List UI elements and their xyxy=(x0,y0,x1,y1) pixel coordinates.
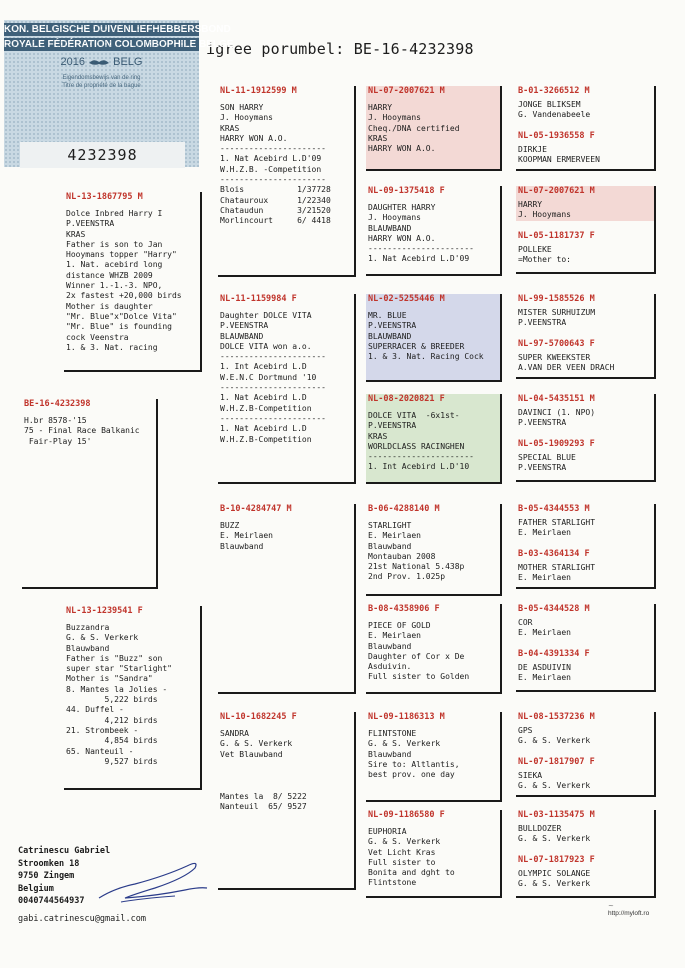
text-line: 1. Int Acebird L.D xyxy=(220,362,307,372)
text-line: Mother is "Sandra" xyxy=(66,674,153,684)
text-line: Mantes la 8/ 5222 xyxy=(220,792,307,801)
ggg-sire-ring: NL-04-5435151 M xyxy=(518,394,595,404)
text-line: KRAS xyxy=(368,431,388,441)
text-line: ---------------------- xyxy=(220,144,326,154)
text-line: HARRY WON A.O. xyxy=(220,133,288,143)
ggg-sire-7 xyxy=(516,712,654,747)
text-line: Blois 1/37728 xyxy=(220,185,331,195)
text-line: E. Meirlaen xyxy=(368,531,421,541)
ggp8-lines xyxy=(368,827,496,889)
text-line: W.H.Z.B. -Competition xyxy=(220,164,322,174)
ggg-dam-8 xyxy=(516,855,654,890)
text-line: Buzzandra xyxy=(66,623,110,632)
text-line: Hooymans topper "Harry" xyxy=(66,250,177,260)
ggg-dam-line: G. & S. Verkerk xyxy=(518,781,591,791)
text-line: MR. BLUE xyxy=(368,311,407,320)
footer xyxy=(608,902,649,917)
ggg-dam-line: POLLEKE xyxy=(518,245,552,254)
text-line: Flintstone xyxy=(368,878,417,888)
ggg-sire-3 xyxy=(516,294,654,329)
pigeon-ggp-2 xyxy=(366,186,502,276)
ggg-sire-ring: B-01-3266512 M xyxy=(518,86,590,96)
text-line: E. Meirlaen xyxy=(368,631,421,641)
ggp5-ring: B-06-4288140 M xyxy=(368,504,440,514)
ggg-dam-line: SUPER KWEEKSTER xyxy=(518,353,591,362)
text-line: ---------------------- xyxy=(220,413,326,423)
stamp-line-2: ROYALE FÉDÉRATION COLOMBOPHILE BELGE xyxy=(4,39,234,50)
owner-city: 9750 Zingem xyxy=(18,871,75,882)
ggg-sire-line: FATHER STARLIGHT xyxy=(518,518,596,527)
stamp-ring-number: 4232398 xyxy=(20,142,185,168)
ggg-dam-ring: NL-97-5700643 F xyxy=(518,339,595,349)
text-line: SANDRA xyxy=(220,729,249,738)
ggg-dam-ring: B-04-4391334 F xyxy=(518,649,590,659)
text-line: HARRY WON A.O. xyxy=(368,233,436,243)
text-line: super star "Starlight" xyxy=(66,664,172,674)
ggg-dam-line: DE ASDUIVIN xyxy=(518,663,571,672)
text-line: 1. Nat Acebird L.D'09 xyxy=(220,154,322,164)
text-line: W.H.Z.B-Competition xyxy=(220,434,312,444)
text-line: 1. & 3. Nat. Racing Cock xyxy=(368,352,484,362)
ggg-sire-ring: NL-07-2007621 M xyxy=(518,186,595,196)
ggg-sire-line: E. Meirlaen xyxy=(518,528,571,538)
pigeon-ggp-4 xyxy=(366,394,502,484)
pigeon-ggp-3 xyxy=(366,294,502,382)
footer-url: http://myloft.ro xyxy=(608,910,650,917)
ggp1-lines xyxy=(368,103,496,154)
stamp-line-1: KON. BELGISCHE DUIVENLIEFHEBBERSBOND xyxy=(4,24,231,35)
text-line: BLAUWBAND xyxy=(368,223,412,233)
owner-name: Catrinescu Gabriel xyxy=(18,846,111,856)
ggg-sire-ring: B-05-4344528 M xyxy=(518,604,590,614)
text-line: Bonita and dght to xyxy=(368,868,455,878)
text-line: ---------------------- xyxy=(220,175,326,185)
ggg-dam-3 xyxy=(516,339,654,374)
ggg-pair-7 xyxy=(516,712,656,797)
text-line: Winner 1.-1.-3. NPO, xyxy=(66,281,163,291)
father-ring: NL-13-1867795 M xyxy=(66,192,143,202)
ggg-sire-4 xyxy=(516,394,654,429)
subject-ring: BE-16-4232398 xyxy=(24,399,91,409)
subject-lines xyxy=(24,416,152,447)
pigeon-subject xyxy=(22,399,158,589)
text-line: Blauwband xyxy=(368,749,412,759)
ggg-dam-4 xyxy=(516,439,654,474)
ggg-sire-line: GPS xyxy=(518,726,533,735)
text-line: Dolce Inbred Harry I xyxy=(66,209,163,218)
ggg-pair-4 xyxy=(516,394,656,482)
ggg-dam-line: DIRKJE xyxy=(518,145,547,154)
ggg-pair-5 xyxy=(516,504,656,589)
ggg-pair-6 xyxy=(516,604,656,692)
text-line: Father is "Buzz" son xyxy=(66,653,163,663)
ggp4-lines xyxy=(368,411,496,473)
gp3-lines xyxy=(220,521,350,552)
text-line: P.VEENSTRA xyxy=(368,321,417,331)
text-line: Cheq./DNA certified xyxy=(368,123,460,133)
ggg-sire-5 xyxy=(516,504,654,539)
text-line: Nanteuil 65/ 9527 xyxy=(220,802,307,812)
text-line: Blauwband xyxy=(66,643,110,653)
pigeon-granddam-paternal xyxy=(218,294,356,484)
text-line: 4,854 birds xyxy=(66,736,158,746)
text-line: Fair-Play 15' xyxy=(24,436,92,446)
text-line: Asduivin. xyxy=(368,662,412,672)
text-line: Chataudun 3/21520 xyxy=(220,205,331,215)
ggp3-lines xyxy=(368,311,496,362)
text-line: KRAS xyxy=(66,229,86,239)
text-line: Full sister to Golden xyxy=(368,672,470,682)
ggg-dam-line: A.VAN DER VEEN DRACH xyxy=(518,363,615,373)
text-line: HARRY WON A.O. xyxy=(368,144,436,154)
text-line: FLINTSTONE xyxy=(368,729,417,738)
ggg-pair-2 xyxy=(516,186,656,274)
ggg-sire-6 xyxy=(516,604,654,639)
text-line: ---------------------- xyxy=(220,352,326,362)
text-line: 1. Nat Acebird L.D'09 xyxy=(368,254,470,264)
ggg-dam-ring: NL-05-1936558 F xyxy=(518,131,595,141)
mother-lines xyxy=(66,623,196,767)
owner-email: gabi.catrinescu@gmail.com xyxy=(18,913,146,924)
gp4-performances xyxy=(220,792,307,813)
text-line: 21st National 5.438p xyxy=(368,562,465,572)
pigeon-ggp-8 xyxy=(366,810,502,898)
ggg-dam-5 xyxy=(516,549,654,584)
pigeon-mother xyxy=(64,606,202,790)
text-line: 8. Mantes la Jolies - xyxy=(66,684,168,694)
ggg-sire-line: P.VEENSTRA xyxy=(518,318,567,328)
text-line: W.H.Z.B-Competition xyxy=(220,403,312,413)
ggg-dam-line: SPECIAL BLUE xyxy=(518,453,576,462)
text-line: P.VEENSTRA xyxy=(220,321,269,331)
gp2-lines xyxy=(220,311,350,445)
ggg-pair-1 xyxy=(516,86,656,171)
text-line: 2x fastest +20,000 birds xyxy=(66,291,182,301)
pigeon-granddam-maternal xyxy=(218,712,356,890)
ggg-sire-line: P.VEENSTRA xyxy=(518,418,567,428)
ggg-dam-6 xyxy=(516,649,654,684)
ggg-sire-line: E. Meirlaen xyxy=(518,628,571,638)
text-line: Blauwband xyxy=(220,541,264,551)
ggg-sire-line: DAVINCI (1. NPO) xyxy=(518,408,596,417)
text-line: 4,212 birds xyxy=(66,715,158,725)
text-line: 44. Duffel - xyxy=(66,705,124,715)
text-line: SUPERRACER & BREEDER xyxy=(368,341,465,351)
gp2-ring: NL-11-1159984 F xyxy=(220,294,297,304)
text-line: G. & S. Verkerk xyxy=(66,633,139,643)
text-line: STARLIGHT xyxy=(368,521,412,530)
text-line: Chatauroux 1/22340 xyxy=(220,195,331,205)
text-line: 1. Nat Acebird L.D xyxy=(220,393,307,403)
ggg-sire-line: COR xyxy=(518,618,533,627)
text-line: Daughter of Cor x De xyxy=(368,651,465,661)
gp1-lines xyxy=(220,103,350,227)
text-line: P.VEENSTRA xyxy=(368,421,417,431)
ggg-dam-2 xyxy=(516,231,654,266)
ggp7-lines xyxy=(368,729,496,780)
ggp2-lines xyxy=(368,203,496,265)
ggg-sire-ring: NL-03-1135475 M xyxy=(518,810,595,820)
ggg-dam-ring: NL-05-1181737 F xyxy=(518,231,595,241)
text-line: P.VEENSTRA xyxy=(66,219,115,229)
text-line: Blauwband xyxy=(368,541,412,551)
father-lines xyxy=(66,209,196,353)
text-line: EUPHORIA xyxy=(368,827,407,836)
owner-phone: 0040744564937 xyxy=(18,896,85,907)
ggg-dam-ring: NL-05-1909293 F xyxy=(518,439,595,449)
ggg-dam-line: OLYMPIC SOLANGE xyxy=(518,869,591,878)
ggp8-ring: NL-09-1186580 F xyxy=(368,810,445,820)
text-line: Full sister to xyxy=(368,857,436,867)
ggg-sire-8 xyxy=(516,810,654,845)
ggg-dam-line: MOTHER STARLIGHT xyxy=(518,563,596,572)
ggg-pair-3 xyxy=(516,294,656,379)
pedigree-title: igree porumbel: BE-16-4232398 xyxy=(206,40,474,58)
gp3-ring: B-10-4284747 M xyxy=(220,504,292,514)
text-line: DOLCE VITA -6x1st- xyxy=(368,411,460,420)
ggp7-ring: NL-09-1186313 M xyxy=(368,712,445,722)
ggg-dam-ring: NL-07-1817907 F xyxy=(518,757,595,767)
text-line: 9,527 birds xyxy=(66,756,158,766)
text-line: KRAS xyxy=(368,133,388,143)
ggg-dam-line: P.VEENSTRA xyxy=(518,463,567,473)
text-line: Sire to: Altlantis, xyxy=(368,759,460,769)
text-line: ---------------------- xyxy=(368,244,474,254)
ggp6-ring: B-08-4358906 F xyxy=(368,604,440,614)
ggg-dam-1 xyxy=(516,131,654,166)
text-line: 1. Nat Acebird L.D xyxy=(220,424,307,434)
text-line: PIECE OF GOLD xyxy=(368,621,431,630)
text-line: HARRY xyxy=(368,103,393,112)
text-line: WORLDCLASS RACINGHEN xyxy=(368,441,465,451)
owner-street: Stroomken 18 xyxy=(18,858,80,869)
ggg-sire-ring: B-05-4344553 M xyxy=(518,504,590,514)
text-line: Morlincourt 6/ 4418 xyxy=(220,216,331,226)
text-line: 1. & 3. Nat. racing xyxy=(66,342,158,352)
ggg-dam-line: KOOPMAN ERMERVEEN xyxy=(518,155,600,165)
text-line: 5,222 birds xyxy=(66,695,158,705)
text-line: J. Hooymans xyxy=(220,113,273,123)
text-line: BLAUWBAND xyxy=(220,331,264,341)
ggg-dam-line: SIEKA xyxy=(518,771,543,780)
pigeon-grandsire-maternal xyxy=(218,504,356,694)
ggp1-ring: NL-07-2007621 M xyxy=(368,86,445,96)
pigeon-ggp-7 xyxy=(366,712,502,802)
text-line: 1. Nat. acebird long xyxy=(66,260,163,270)
ggg-sire-ring: NL-08-1537236 M xyxy=(518,712,595,722)
stamp-small-2: Titre de propriété de la bague xyxy=(62,83,141,89)
text-line: Vet Blauwband xyxy=(220,749,283,759)
text-line: J. Hooymans xyxy=(368,213,421,223)
ggg-dam-line: E. Meirlaen xyxy=(518,573,571,583)
ggg-sire-line: J. Hooymans xyxy=(518,210,571,220)
owner-country: Belgium xyxy=(18,883,54,894)
text-line: 75 - Final Race Balkanic xyxy=(24,426,140,436)
text-line: cock Veenstra xyxy=(66,332,129,342)
text-line: ---------------------- xyxy=(220,383,326,393)
text-line: ---------------------- xyxy=(368,452,474,462)
text-line: Montauban 2008 xyxy=(368,551,436,561)
ggg-dam-7 xyxy=(516,757,654,792)
gp1-ring: NL-11-1912599 M xyxy=(220,86,297,96)
ggg-sire-line: MISTER SURHUIZUM xyxy=(518,308,596,317)
owner-signature xyxy=(95,858,215,912)
ggg-sire-line: G. & S. Verkerk xyxy=(518,834,591,844)
text-line: Daughter DOLCE VITA xyxy=(220,311,312,320)
text-line: distance WHZB 2009 xyxy=(66,270,153,280)
ggp6-lines xyxy=(368,621,496,683)
text-line: DOLCE VITA won a.o. xyxy=(220,341,312,351)
ggg-dam-ring: NL-07-1817923 F xyxy=(518,855,595,865)
text-line: Father is son to Jan xyxy=(66,239,163,249)
pigeon-ggp-5 xyxy=(366,504,502,596)
pigeon-grandsire-paternal xyxy=(218,86,356,277)
text-line: "Mr. Blue"x"Dolce Vita" xyxy=(66,311,177,321)
ggg-sire-line: HARRY xyxy=(518,200,543,209)
text-line: Vet Licht Kras xyxy=(368,847,436,857)
text-line: "Mr. Blue" is founding xyxy=(66,322,172,332)
text-line: H.br 8578-'15 xyxy=(24,416,87,425)
gp4-ring: NL-10-1682245 F xyxy=(220,712,297,722)
text-line: KRAS xyxy=(220,123,240,133)
stamp-small-1: Eigendomsbewijs van de ring xyxy=(62,75,141,81)
ggg-dam-ring: B-03-4364134 F xyxy=(518,549,590,559)
pigeon-ggp-1 xyxy=(366,86,502,171)
ggp4-ring: NL-08-2020821 F xyxy=(368,394,445,404)
text-line: BUZZ xyxy=(220,521,240,530)
text-line: G. & S. Verkerk xyxy=(368,837,441,847)
footer-signature-mark: ~ xyxy=(608,902,614,910)
ggp5-lines xyxy=(368,521,496,583)
text-line: Mother is daughter xyxy=(66,301,153,311)
pigeon-father xyxy=(64,192,202,372)
text-line: DAUGHTER HARRY xyxy=(368,203,436,212)
text-line: G. & S. Verkerk xyxy=(368,739,441,749)
text-line: best prov. one day xyxy=(368,770,455,780)
ggg-dam-line: =Mother to: xyxy=(518,255,571,265)
ggg-sire-1 xyxy=(516,86,654,121)
pigeon-ggp-6 xyxy=(366,604,502,694)
ggg-sire-line: JONGE BLIKSEM xyxy=(518,100,581,109)
text-line: J. Hooymans xyxy=(368,113,421,123)
text-line: 65. Nanteuil - xyxy=(66,746,134,756)
ggp2-ring: NL-09-1375418 F xyxy=(368,186,445,196)
text-line: Blauwband xyxy=(368,641,412,651)
text-line: SON HARRY xyxy=(220,103,264,112)
text-line: 1. Int Acebird L.D'10 xyxy=(368,462,470,472)
ggg-dam-line: E. Meirlaen xyxy=(518,673,571,683)
stamp-year: 2016 xyxy=(60,56,85,68)
ggg-sire-ring: NL-99-1585526 M xyxy=(518,294,595,304)
stamp-country: BELG xyxy=(113,56,143,68)
ggp3-ring: NL-02-5255446 M xyxy=(368,294,445,304)
gp4-lines xyxy=(220,729,350,760)
mother-ring: NL-13-1239541 F xyxy=(66,606,143,616)
ggg-sire-line: G. & S. Verkerk xyxy=(518,736,591,746)
ggg-sire-2 xyxy=(516,186,654,221)
ggg-pair-8 xyxy=(516,810,656,898)
ggg-sire-line: G. Vandenabeele xyxy=(518,110,591,120)
text-line: W.E.N.C Dortmund '10 xyxy=(220,372,317,382)
text-line: E. Meirlaen xyxy=(220,531,273,541)
text-line: 2nd Prov. 1.025p xyxy=(368,572,446,582)
text-line: 21. Strombeek - xyxy=(66,725,139,735)
ggg-dam-line: G. & S. Verkerk xyxy=(518,879,591,889)
text-line: G. & S. Verkerk xyxy=(220,739,293,749)
ggg-sire-line: BULLDOZER xyxy=(518,824,562,833)
text-line: BLAUWBAND xyxy=(368,331,412,341)
